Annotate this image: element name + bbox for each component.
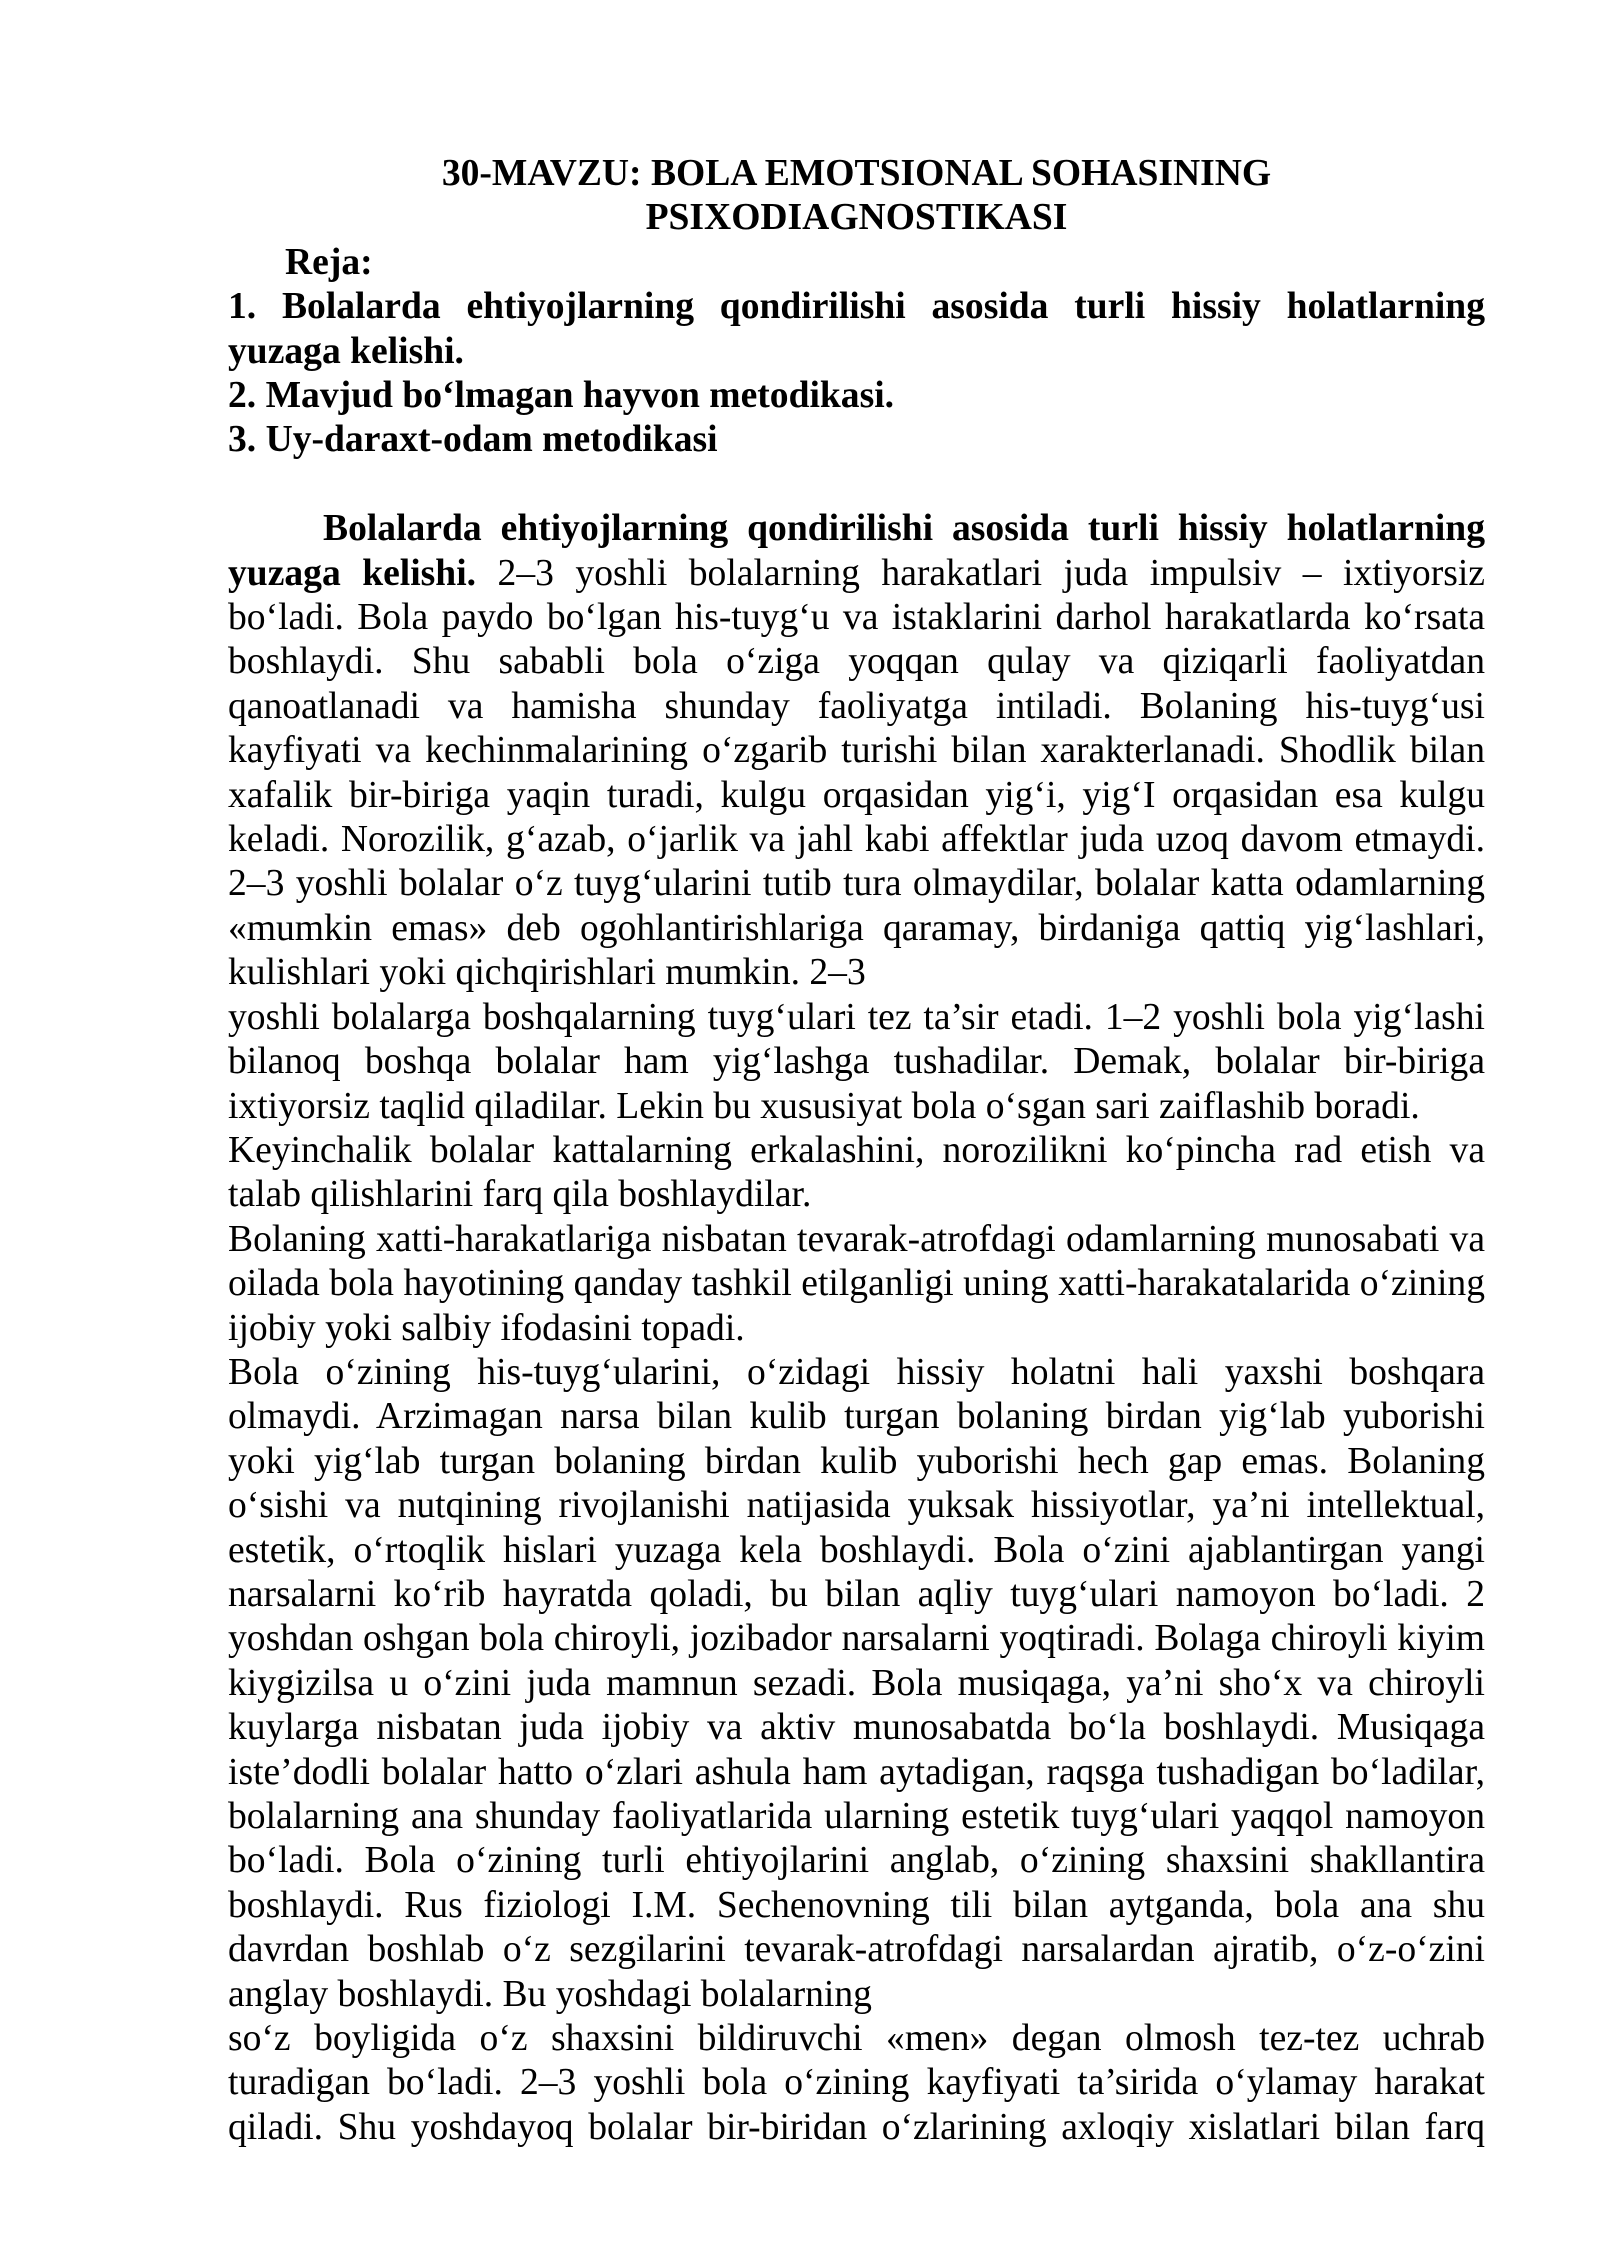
blank-line <box>228 463 1485 507</box>
body-paragraph-1-bold-lead: Bolalarda ehtiyojlarning qondirilishi asosida turli hissiy holatlarning yuzaga kelishi. <box>228 508 1485 594</box>
body-paragraph-1 <box>228 507 1485 995</box>
plan-item-3: 3. Uy-daraxt-odam metodikasi <box>228 419 718 461</box>
body-paragraph-3: Keyinchalik bolalar kattalarning erkalashini, norozilikni koʻpincha rad etish va talab qilishlarini farq qila boshlaydilar. <box>228 1129 1485 1216</box>
body-paragraph-5: Bola oʻzining his-tuygʻularini, oʻzidagi hissiy holatni hali yaxshi boshqara olmaydi. Arzimagan narsa bilan kulib turgan bolaning birdan yigʻlab yuborishi yoki yigʻlab turgan bolaning birdan kulib yuborishi hech gap emas. Bolaning oʻsishi va nutqining rivojlanishi natijasida yuksak hissiyotlar, ya’ni intellektual, estetik, oʻrtoqlik hislari yuzaga kela boshlaydi. Bola oʻzini ajablantirgan yangi narsalarni koʻrib hayratda qoladi, bu bilan aqliy tuygʻulari namoyon boʻladi. 2 yoshdan oshgan bola chiroyli, jozibador narsalarni yoqtiradi. Bolaga chiroyli kiyim kiygizilsa u oʻzini juda mamnun sezadi. Bola musiqaga, ya’ni shoʻx va chiroyli kuylarga nisbatan juda ijobiy va aktiv munosabatda boʻla boshlaydi. Musiqaga iste’dodli bolalar hatto oʻzlari ashula ham aytadigan, raqsga tushadigan boʻladilar, bolalarning ana shunday faoliyatlarida ularning estetik tuygʻulari yaqqol namoyon boʻladi. Bola oʻzining turli ehtiyojlarini anglab, oʻzining shaxsini shakllantira boshlaydi. Rus fiziologi I.M. Sechenovning tili bilan aytganda, bola ana shu davrdan boshlab oʻz sezgilarini tevarak-atrofdagi narsalardan ajratib, oʻz-oʻzini anglay boshlaydi. Bu yoshdagi bolalarning <box>228 1351 1485 2015</box>
body-paragraph-2: yoshli bolalarga boshqalarning tuygʻulari tez ta’sir etadi. 1–2 yoshli bola yigʻlashi bilanoq boshqa bolalar ham yigʻlashga tushadilar. Demak, bolalar bir-biriga ixtiyorsiz taqlid qiladilar. Lekin bu xususiyat bola oʻsgan sari zaiflashib boradi. <box>228 996 1485 1127</box>
plan-item-1: 1. Bolalarda ehtiyojlarning qondirilishi asosida turli hissiy holatlarning yuzaga kelishi. <box>228 286 1485 372</box>
body-paragraph-6: soʻz boyligida oʻz shaxsini bildiruvchi «men» degan olmosh tez-tez uchrab turadigan boʻladi. 2–3 yoshli bola oʻzining kayfiyati ta’sirida oʻylamay harakat qiladi. Shu yoshdayoq bolalar bir-biridan oʻzlarining axloqiy xislatlari bilan farq <box>228 2018 1485 2148</box>
body-paragraph-4: Bolaning xatti-harakatlariga nisbatan tevarak-atrofdagi odamlarning munosabati va oilada bola hayotining qanday tashkil etilganligi uning xatti-harakatalarida oʻzining ijobiy yoki salbiy ifodasini topadi. <box>228 1218 1485 1349</box>
plan-item-2: 2. Mavjud boʻlmagan hayvon metodikasi. <box>228 375 895 417</box>
document-title-line-1: 30-MAVZU: BOLA EMOTSIONAL SOHASINING <box>441 153 1272 194</box>
document-content <box>228 152 1485 2150</box>
plan-heading: Reja: <box>285 241 373 283</box>
document-title-line-2: PSIXODIAGNOSTIKASI <box>645 197 1068 239</box>
body-paragraph-1-text: 2–3 yoshli bolalarning harakatlari juda impulsiv – ixtiyorsiz boʻladi. Bola paydo boʻlgan his-tuygʻu va istaklarini darhol harakatlarda koʻrsata boshlaydi. Shu sababli bola oʻziga yoqqan qulay va qiziqarli faoliyatdan qanoatlanadi va hamisha shunday faoliyatga intiladi. Bolaning his-tuygʻusi kayfiyati va kechinmalarining oʻzgarib turishi bilan xarakterlanadi. Shodlik bilan xafalik bir-biriga yaqin turadi, kulgu orqasidan yigʻi, yigʻI orqasidan esa kulgu keladi. Norozilik, gʻazab, oʻjarlik va jahl kabi affektlar juda uzoq davom etmaydi. 2–3 yoshli bolalar oʻz tuygʻularini tutib tura olmaydilar, bolalar katta odamlarning «mumkin emas» deb ogohlantirishlariga qaramay, birdaniga qattiq yigʻlashlari, kulishlari yoki qichqirishlari mumkin. 2–3 <box>228 552 1485 994</box>
